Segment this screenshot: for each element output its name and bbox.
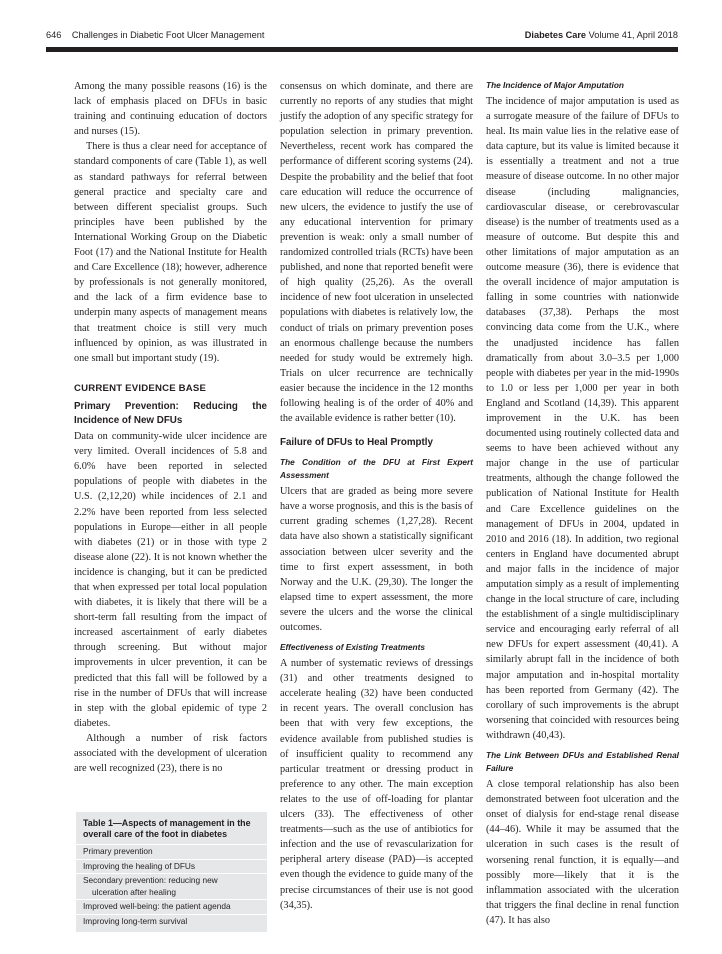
paragraph: Although a number of risk factors associated with the development of ulceration are well recognized (23), there is no	[74, 732, 267, 775]
italic-heading: Effectiveness of Existing Treatments	[280, 642, 425, 653]
subsection-heading: Primary Prevention: Reducing the Incidence of New DFUs	[74, 400, 267, 427]
page-number: 646	[46, 30, 62, 40]
running-title: Challenges in Diabetic Foot Ulcer Management	[71, 30, 265, 40]
paragraph: Data on community-wide ulcer incidence are very limited. Overall incidences of 5.8 and 6.0% have been reported in selected populations of people with diabetes in the U.S. (2,12,20) while incidences of 2.1 and 2.2% have been reported from less selected populations in Europe—either in all people with diabetes (21) or in those with type 2 disease alone (22). It is not known whether the incidence is changing, but it can be predicted that when expressed per total local population with diabetes, it is likely that there will be a short-term fall resulting from the impact of increased ascertainment of early diabetes through screening. But without major improvements in ulcer prevention, it can be predicted that this fall will be followed by a rise in the number of DFUs that will increase in step with the global epidemic of type 2 diabetes.	[74, 431, 267, 729]
table-row	[76, 873, 267, 899]
column-3	[486, 79, 679, 928]
journal-volume: Volume 41, April 2018	[588, 30, 678, 40]
table-title: Table 1—Aspects of management in the overall care of the foot in diabetes	[83, 818, 251, 839]
running-header-left	[46, 30, 264, 40]
paragraph: Among the many possible reasons (16) is the lack of emphasis placed on DFUs in basic training and continuing education of doctors and nurses (15).	[74, 81, 267, 138]
paragraph: There is thus a clear need for acceptance of standard components of care (Table 1), as well as standard pathways for referral between general practice and specialty care and between different specialist groups. Such principles have been published by the International Working Group on the Diabetic Foot (17) and the National Institute for Health and Care Excellence (18); however, adherence by professionals is not generally monitored, and the lack of a firm evidence base to underpin many aspects of management means that treatment choice is still very much influenced by opinion, as was illustrated in one small but important study (19).	[74, 141, 267, 364]
column-2	[280, 79, 473, 913]
journal-name: Diabetes Care	[524, 30, 587, 40]
paragraph: A number of systematic reviews of dressings (31) and other treatments designed to accelerate healing (32) have been conducted in recent years. The overall conclusion has been that with very few exceptions, the evidence available from published studies is of insufficient quality to recommend any particular treatment or dressing product in preference to any other. The main exception relates to the use of off-loading for plantar ulcers (33). The effectiveness of other treatments—such as the use of antibiotics for infection and the use of revascularization for peripheral artery disease (PAD)—is accepted even though the evidence to guide many of the precise circumstances of their use is not good (34,35).	[280, 658, 473, 911]
italic-heading: The Link Between DFUs and Established Renal Failure	[486, 750, 679, 774]
table-row: Primary prevention	[76, 844, 267, 859]
table-row-text: Secondary prevention: reducing new	[83, 875, 218, 885]
running-header-right	[525, 30, 678, 40]
table-row: Improved well-being: the patient agenda	[76, 899, 267, 914]
paragraph: The incidence of major amputation is used as a surrogate measure of the failure of DFUs to heal. Its main value lies in the relative ease of data capture, but its value is limited because it is essentially a treatment and not a true measure of disease outcome. In no other major disease (including malignancies, cardiovascular disease, or cerebrovascular disease) is the number of treatments used as a measure of outcome. But despite this and other limitations of major amputation as an outcome measure (36), there is evidence that the overall incidence of major amputation is falling in some countries with nationwide databases (37,38). Perhaps the most convincing data come from the U.K., where the unadjusted incidence has fallen dramatically from about 3.0–3.5 per 1,000 people with diabetes per year in the mid-1990s to 1.0 or less per 1,000 per year in both England and Scotland (14,39). This apparent improvement in the U.K. has been documented using routinely collected data and seems to have been achieved without any major change in the use of particular treatments, although the change followed the publication of National Institute for Health and Care Excellence guidelines on the management of DFUs in 2004, updated in 2010 and 2016 (18). In addition, two regional centers in England have documented abrupt and major falls in the incidence of major amputation simply as a result of implementing change in the local structure of care, including the establishment of a single multidisciplinary service and encouraging early referral of all new DFUs for expert assessment (40,41). A similarly abrupt fall in the incidence of both major amputation and in-hospital mortality has been reported from Germany (42). The corollary of such improvements is the abrupt worsening that coincided with resources being withdrawn (40,43).	[486, 96, 680, 741]
table-row-continuation: ulceration after healing	[92, 886, 176, 897]
paragraph: consensus on which dominate, and there are currently no reports of any studies that might justify the adoption of any specific strategy for population selection in primary prevention. Nevertheless, recent work has compared the performance of different scoring systems (24). Despite the probability and the belief that foot care education will reduce the occurrence of new ulcers, the evidence to justify the use of any educational intervention for primary prevention is weak: only a small number of randomized controlled trials (RCTs) have been published, and none that reported benefit were of high quality (25,26). As the overall incidence of new foot ulceration in unselected populations with diabetes is relatively low, the conduct of trials on primary prevention poses an enormous challenge because the numbers needed for study would be extremely high. Trials on ulcer recurrence are technically easier because the incidence in the 12 months following healing is of the order of 40% and the available evidence is rather better (10).	[280, 81, 474, 425]
section-heading: CURRENT EVIDENCE BASE	[74, 382, 207, 394]
table-row: Improving long-term survival	[76, 914, 267, 929]
italic-heading: The Condition of the DFU at First Expert Assessment	[280, 457, 473, 481]
italic-heading: The Incidence of Major Amputation	[486, 80, 624, 90]
table-1	[76, 812, 267, 932]
paragraph: Ulcers that are graded as being more severe have a worse prognosis, and this is the basis of current grading schemes (1,27,28). Recent data have also shown a statistically significant association between ulcer severity and the time to first expert assessment, in both Norway and the U.K. (29,30). The longer the elapsed time to expert assessment, the more severe the ulcers and the worse the clinical outcomes.	[280, 486, 473, 633]
table-row: Improving the healing of DFUs	[76, 859, 267, 874]
page-header	[0, 0, 722, 48]
column-1	[74, 79, 267, 776]
paragraph: A close temporal relationship has also been demonstrated between foot ulceration and the onset of dialysis for end-stage renal disease (44–46). While it may be assumed that the ulceration in such cases is the result of worsening renal function, it is equally—and possibly more—likely that it is the inflammation associated with the ulceration that triggers the final decline in renal function (47). It has also	[486, 779, 679, 926]
header-rule	[46, 47, 678, 52]
subsection-heading: Failure of DFUs to Heal Promptly	[280, 437, 433, 449]
